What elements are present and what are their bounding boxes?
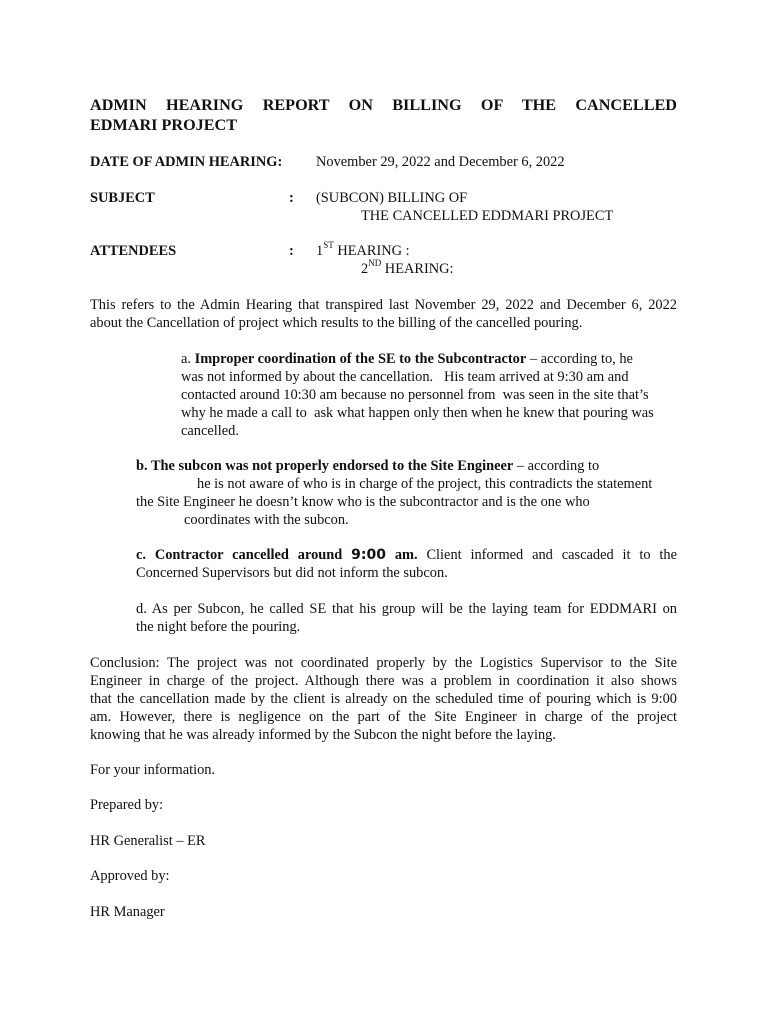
- second-hearing-number: 2: [361, 261, 369, 277]
- item-a-line-5: cancelled.: [181, 423, 239, 439]
- item-a-line-1: [181, 350, 677, 368]
- conclusion-line-5: knowing that he was already informed by the Subcon the night before the laying.: [90, 727, 556, 743]
- conclusion-line-1: Conclusion: The project was not coordinated properly by the Logistics Supervisor to the Site: [90, 655, 677, 671]
- item-a-prefix: a.: [181, 351, 195, 367]
- title-line-1: ADMIN HEARING REPORT ON BILLING OF THE CANCELLED: [90, 96, 677, 114]
- item-a-heading: Improper coordination of the SE to the Subcontractor: [194, 351, 527, 367]
- item-a-line-1-rest: – according to, he: [526, 351, 633, 367]
- item-a: [181, 350, 677, 440]
- item-b-heading: b. The subcon was not properly endorsed to the Site Engineer: [136, 458, 514, 474]
- item-c-heading-1: c. Contractor cancelled around: [136, 547, 352, 563]
- document-title: [90, 95, 677, 135]
- second-hearing: [361, 260, 454, 278]
- conclusion-line-2: Engineer in charge of the project. Although there was a problem in coordination it also shows: [90, 673, 677, 689]
- item-c-line-1-rest: Client informed and cascaded it to the: [417, 547, 677, 563]
- date-value: November 29, 2022 and December 6, 2022: [316, 154, 565, 170]
- first-hearing: [316, 242, 410, 260]
- subject-value-line-2: THE CANCELLED EDDMARI PROJECT: [361, 208, 614, 224]
- first-hearing-number: 1: [316, 243, 324, 259]
- intro-line-1: This refers to the Admin Hearing that transpired last November 29, 2022 and December 6, 2022: [90, 297, 677, 313]
- item-d-line-2: the night before the pouring.: [136, 619, 301, 635]
- item-b-line-2: he is not aware of who is in charge of the project, this contradicts the statement: [197, 476, 653, 492]
- item-a-line-3: contacted around 10:30 am because no personnel from was seen in the site that’s: [181, 387, 649, 403]
- item-a-line-4: why he made a call to ask what happen only then when he knew that pouring was: [181, 405, 654, 421]
- prepared-by-label: Prepared by:: [90, 797, 164, 813]
- item-b-line-1: [136, 457, 677, 475]
- item-c-line-1: [136, 546, 677, 564]
- intro-line-2: about the Cancellation of project which results to the billing of the cancelled pouring.: [90, 315, 583, 331]
- title-line-2: EDMARI PROJECT: [90, 116, 238, 134]
- attendees-label: ATTENDEES: [90, 243, 177, 259]
- first-hearing-text: HEARING :: [333, 243, 410, 259]
- subject-value-line-1: (SUBCON) BILLING OF: [316, 190, 468, 206]
- conclusion-line-4: am. However, there is negligence on the part of the Site Engineer in charge of the project: [90, 709, 677, 725]
- conclusion-paragraph: [90, 654, 677, 744]
- subject-colon: :: [289, 190, 294, 206]
- intro-paragraph: [90, 296, 677, 332]
- attendees-colon: :: [289, 243, 294, 259]
- subject-label: SUBJECT: [90, 190, 155, 206]
- item-b-line-3: the Site Engineer he doesn’t know who is the subcontractor and is the one who: [136, 494, 590, 510]
- second-hearing-suffix: ND: [368, 258, 382, 269]
- item-c: [136, 546, 677, 582]
- item-d-line-1: d. As per Subcon, he called SE that his group will be the laying team for EDDMARI on: [136, 601, 677, 617]
- item-c-time: 9:00: [351, 547, 386, 563]
- item-b: [136, 457, 677, 529]
- date-label: DATE OF ADMIN HEARING:: [90, 154, 283, 170]
- for-your-information: For your information.: [90, 762, 216, 778]
- approver-title: HR Manager: [90, 904, 165, 920]
- item-c-heading-2: am.: [385, 547, 418, 563]
- first-hearing-suffix: ST: [323, 240, 334, 251]
- item-a-line-2: was not informed by about the cancellation. His team arrived at 9:30 am and: [181, 369, 629, 385]
- approved-by-label: Approved by:: [90, 868, 170, 884]
- item-c-line-2: Concerned Supervisors but did not inform the subcon.: [136, 565, 448, 581]
- preparer-title: HR Generalist – ER: [90, 833, 206, 849]
- conclusion-line-3: that the cancellation made by the client is already on the scheduled time of pouring which is 9:00: [90, 691, 677, 707]
- item-b-line-4: coordinates with the subcon.: [184, 512, 349, 528]
- item-d: [136, 600, 677, 636]
- item-b-line-1-rest: – according to: [513, 458, 600, 474]
- second-hearing-text: HEARING:: [381, 261, 454, 277]
